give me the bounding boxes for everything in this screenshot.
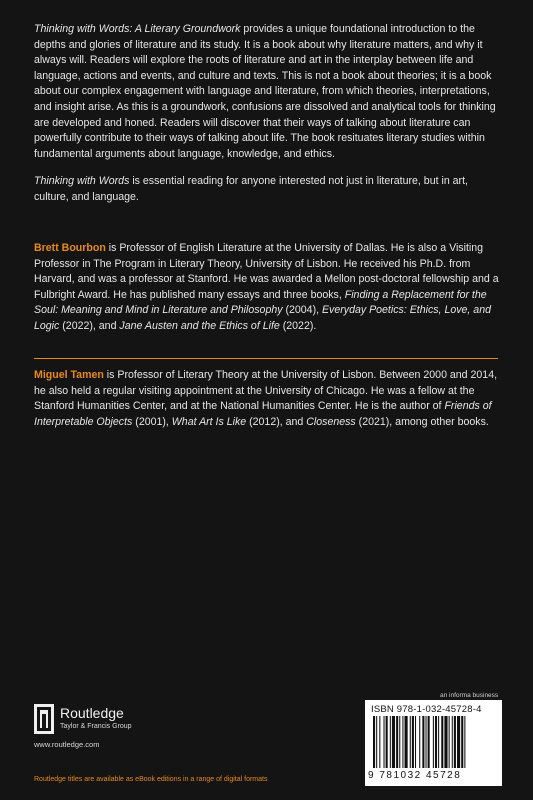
book-title: Thinking with Words: A Literary Groundwork [34,23,241,35]
book-title-short: Thinking with Words [34,175,130,188]
description-paragraph-2 [34,174,502,205]
description-paragraph [34,22,502,162]
bio-text: (2021), among other books. [355,415,489,428]
publisher-logo [34,704,224,734]
book-description [34,22,502,218]
bio-text: is Professor of English Literature at the University of Dallas. He is also a Visiting Professor in The Program in Literary Theory, University of Lisbon. He received his Ph.D. from Harvard, and was a professor at Stanford. He was awarded a Mellon post-doctoral fellowship and a Fulbright Award. He has published many essays and three books, [34,242,499,301]
barcode [365,700,502,786]
isbn-label: ISBN 978-1-032-45728-4 [371,704,482,715]
author-name: Miguel Tamen [34,369,104,381]
bio-text: (2004), [282,304,322,317]
bio-text: (2022), and [59,319,120,332]
author-bio-tamen [34,368,502,430]
bio-text: (2022). [279,319,317,332]
barcode-digits: 9 781032 45728 [368,770,462,781]
bio-text: is Professor of Literary Theory at the University of Lisbon. Between 2000 and 2014, he also held a regular visiting appointment at the University of Chicago. He was a fellow at the Stanford Humanities Center, and at the National Humanities Center. He is the author of [34,369,498,413]
book-title: Everyday Poetics: Ethics, Love, and Logic [34,304,491,332]
book-title: Jane Austen and the Ethics of Life [119,319,280,332]
book-title: Friends of Interpretable Objects [34,400,492,428]
author-bio-bourbon [34,241,502,335]
routledge-logo-icon [34,704,54,734]
bio-text: (2012), and [246,415,307,428]
author-name: Brett Bourbon [34,242,106,254]
publisher-url: www.routledge.com [34,740,100,749]
description-text: provides a unique foundational introduction to the depths and glories of literature and its study. It is a book about why literature matters, and why it always will. Readers will explore the roots of literature and art in the interplay between life and language, actions and events, and culture and texts. This is not a book about theories; it is a book about our complex engagement with language and literature, from which theories, interpretations, and insight arise. As this is a groundwork, confusions are dissolved and analytical tools for thinking are developed and honed. Readers will discover that their ways of talking about literature can powerfully contribute to their ways of talking about life. The book resituates literary studies within fundamental arguments about language, knowledge, and ethics. [34,23,496,160]
bio-text: (2001), [132,415,172,428]
book-title: Closeness [306,415,356,428]
divider [34,358,498,359]
book-title: Finding a Replacement for the Soul: Meaning and Mind in Literature and Philosophy [34,288,487,317]
barcode-bars-icon [371,716,496,774]
description-text-2: is essential reading for anyone interested not just in literature, but in art, culture, and language. [34,175,468,203]
publisher-name: Routledge [60,705,124,721]
book-title: What Art Is Like [171,415,247,428]
publisher-group: Taylor & Francis Group [60,723,132,730]
ebook-note: Routledge titles are available as eBook editions in a range of digital formats [34,776,268,783]
informa-tagline: an informa business [440,692,499,699]
